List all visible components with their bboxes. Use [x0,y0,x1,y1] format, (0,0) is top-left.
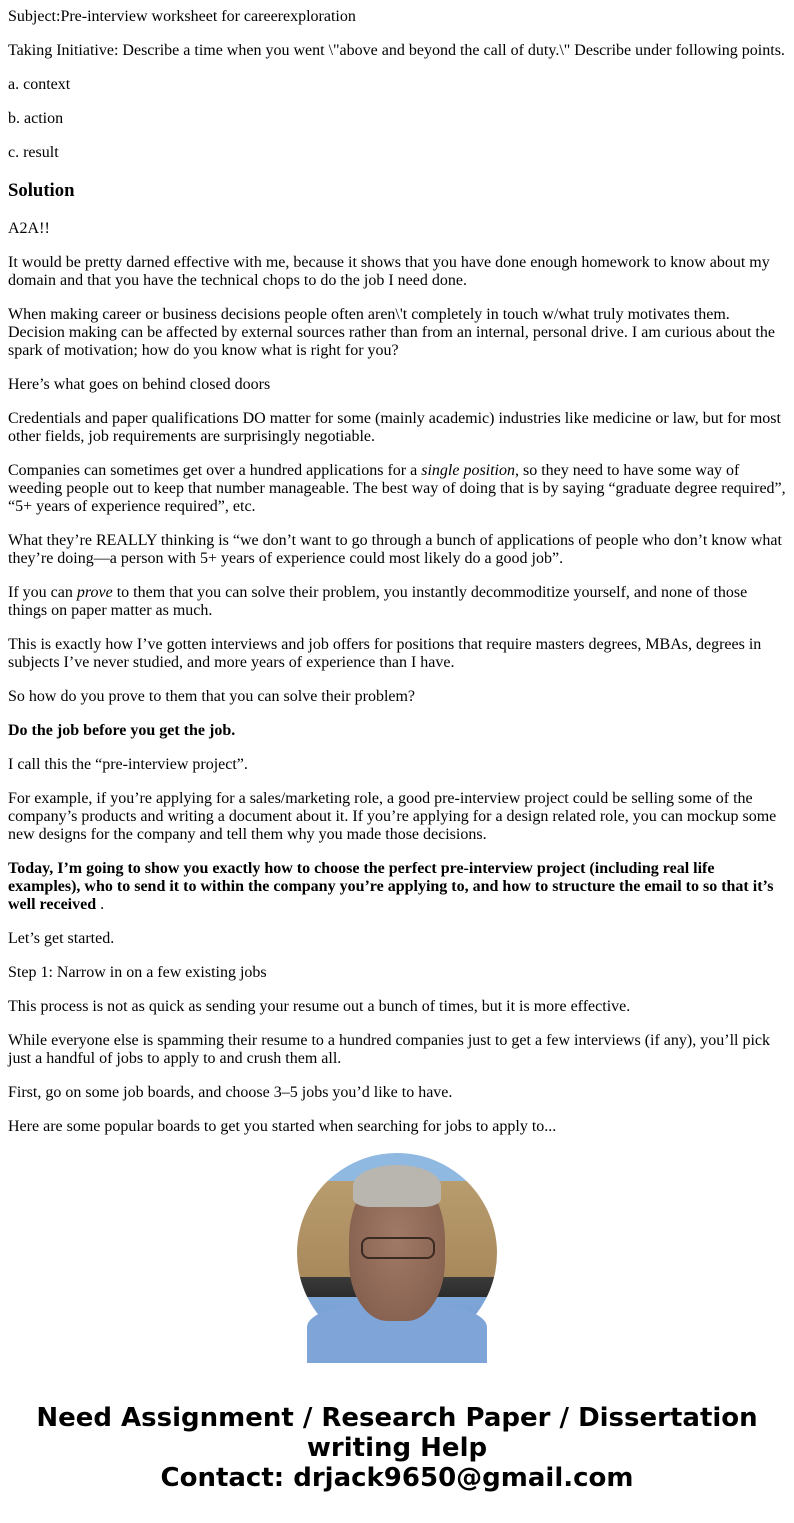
paragraph: For example, if you’re applying for a sales/marketing role, a good pre-interview project could be selling some of the company’s products and writing a document about it. If you’re applying for a design related role, you can mockup some new designs for the company and tell them why you made those decisions. [8,790,777,843]
paragraph: This process is not as quick as sending your resume out a bunch of times, but it is more effective. [8,998,631,1015]
paragraph [8,722,786,740]
paragraph: Step 1: Narrow in on a few existing jobs [8,964,267,981]
paragraph: So how do you prove to them that you can solve their problem? [8,688,416,705]
paragraph: When making career or business decisions people often aren\'t completely in touch w/what truly motivates them. Decision making can be affected by external sources rather than from an internal, personal drive. I am curious about the spark of motivation; how do you know what is right for you? [8,306,775,359]
paragraph: While everyone else is spamming their resume to a hundred companies just to get a few interviews (if any), you’ll pick just a handful of jobs to apply to and crush them all. [8,1032,770,1067]
subject-line: Subject:Pre-interview worksheet for careerexploration [8,8,356,25]
paragraph: Here’s what goes on behind closed doors [8,376,271,393]
paragraph-text: to them that you can solve their problem, you instantly decommoditize yourself, and none of those things on paper matter as much. [8,584,748,619]
paragraph [8,584,786,620]
point-action: b. action [8,110,64,127]
paragraph-text: . [96,896,105,913]
paragraph: Here are some popular boards to get you started when searching for jobs to apply to... [8,1118,557,1135]
question-prompt: Taking Initiative: Describe a time when you went \"above and beyond the call of duty.\" Describe under following points. [8,42,785,59]
paragraph-text: If you can [8,584,77,601]
paragraph-text: Companies can sometimes get over a hundred applications for a [8,462,422,479]
paragraph: This is exactly how I’ve gotten interviews and job offers for positions that require masters degrees, MBAs, degrees in subjects I’ve never studied, and more years of experience than I have. [8,636,762,671]
solution-heading: Solution [8,180,75,201]
banner-line-2: writing Help [306,1433,488,1463]
paragraph: It would be pretty darned effective with me, because it shows that you have done enough homework to know about my domain and that you have the technical chops to do the job I need done. [8,254,770,289]
avatar-hair [353,1165,441,1207]
paragraph: I call this the “pre-interview project”. [8,756,248,773]
point-context: a. context [8,76,71,93]
paragraph: First, go on some job boards, and choose 3–5 jobs you’d like to have. [8,1084,453,1101]
avatar-glasses [361,1237,435,1259]
paragraph: A2A!! [8,220,50,237]
emphasis-text: single position [421,462,515,479]
contact-banner [0,1403,794,1493]
contact-email: Contact: drjack9650@gmail.com [160,1463,634,1493]
paragraph: What they’re REALLY thinking is “we don’t want to go through a bunch of applications of people who don’t know what they’re doing—a person with 5+ years of experience could most likely do a good job”. [8,532,782,567]
point-result: c. result [8,144,59,161]
author-avatar [297,1153,497,1353]
paragraph: Let’s get started. [8,930,115,947]
banner-line-1: Need Assignment / Research Paper / Dissertation [36,1403,758,1433]
bold-text: Today, I’m going to show you exactly how to choose the perfect pre-interview project (including real life examples), who to send it to within the company you’re applying to, and how to structure the email to so that it’s well received [8,860,774,913]
paragraph: Credentials and paper qualifications DO matter for some (mainly academic) industries like medicine or law, but for most other fields, job requirements are surprisingly negotiable. [8,410,781,445]
emphasis-text: prove [76,584,113,601]
paragraph-text: , so they need to have some way of weeding people out to keep that number manageable. The best way of doing that is by saying “graduate degree required”, “5+ years of experience required”, etc. [8,462,786,515]
paragraph [8,860,786,914]
document-body [8,0,786,1135]
paragraph [8,462,786,516]
bold-text: Do the job before you get the job. [8,722,236,739]
